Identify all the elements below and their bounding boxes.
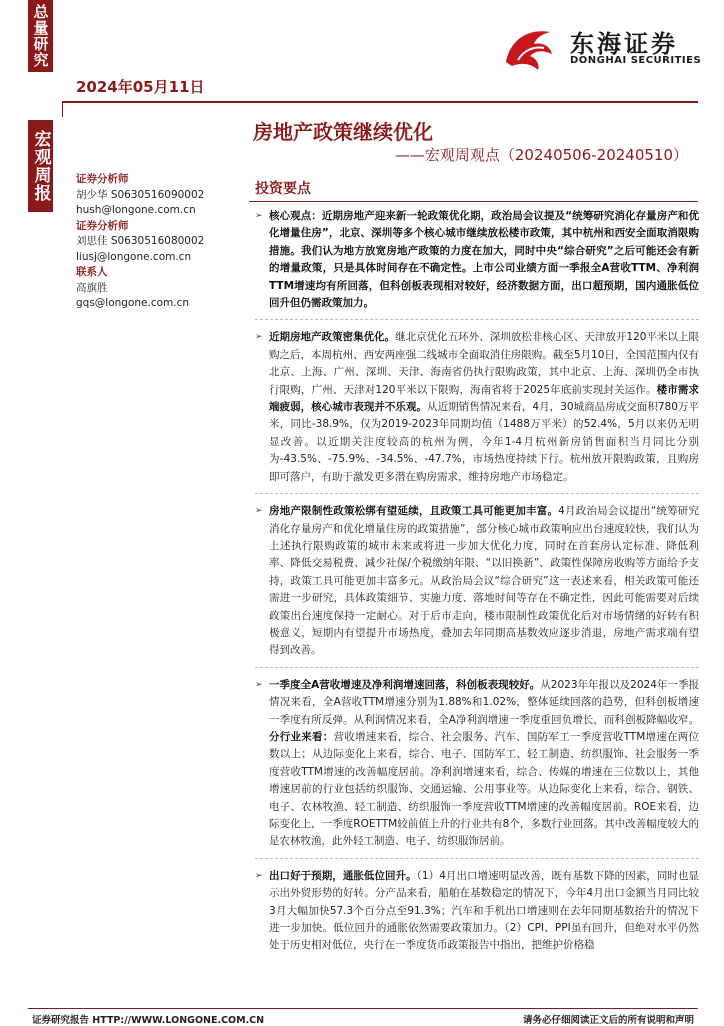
key-points [255, 208, 699, 955]
contact-block [76, 265, 246, 312]
dashed-separator [255, 667, 699, 668]
logo-chinese-name: 东海证券 [570, 30, 678, 58]
contact-label: 联系人 [76, 266, 108, 278]
analyst-name: 胡少华 S0630516090002 [76, 188, 205, 201]
header-rule-tick [62, 103, 63, 117]
header-rule [62, 101, 698, 103]
bullet-body: （1）4月出口增速明显改善，既有基数下降的因素，同时也显示出外贸形势的好转。分产品来看，船舶在基数稳定的情况下，今年4月出口金额当月同比较3月大幅加快57.3个百分点至91.3%；汽车和手机出口增速则在去年同期基数抬升的情况下进一步加快。低位回升的通胀依然需要政策加力。（2）CPI、PPI虽有回升，但绝对水平仍然处于历史相对低位，央行在一季度货币政策报告中指出，把维护价格稳 [269, 869, 699, 952]
bullet-lead: 房地产限制性政策松绑有望延续，且政策工具可能更加丰富。 [269, 505, 559, 518]
report-series-tag: 宏观周报 [28, 120, 53, 212]
dashed-separator [255, 493, 699, 494]
section-title: 投资要点 [255, 181, 311, 197]
analyst-label: 证券分析师 [76, 219, 129, 232]
analyst-block [76, 219, 246, 266]
bullet-arrow-icon: ➢ [255, 506, 263, 517]
bullet-body-2: 营收增速来看，综合、社会服务、汽车、国防军工一季度营收TTM增速在两位数以上；从边际变化上来看，综合、电子、国防军工、轻工制造、纺织服饰、社会服务一季度营收TTM增速的改善幅度居前。净利润增速来看，综合、传媒的增速在三位数以上，其他增速居前的行业包括纺织服饰、交通运输、公用事业等。从边际变化上来看，综合、钢铁、电子、农林牧渔、轻工制造、纺织服饰一季度营收TTM增速的改善幅度居前。ROE来看，边际变化上，一季度ROETTM较前值上升的行业共有8个，多数行业回落。其中改善幅度较大的是农林牧渔，此外轻工制造、电子、纺织服饰居前。 [269, 730, 699, 848]
logo-english-name: DONGHAI SECURITIES [570, 55, 702, 66]
bullet-body: 4月政治局会议提出“统筹研究消化存量房产和优化增量住房的政策措施”，部分核心城市政策响应出台速度较快，我们认为上述执行限购政策的城市未来或将进一步加大优化力度，同时在首套房认定标准、降低利率、降低交易税费、减少社保/个税缴纳年限、“以旧换新”、政策性保障房收购等方面给予支持，政策工具可能更加丰富多元。从政治局会议“综合研究”这一表述来看，相关政策可能还需进一步研究，具体政策细节、实施力度、落地时间等存在不确定性，因此可能需要对后续政策出台速度保持一定耐心。对于后市走向，楼市限制性政策优化后对市场情绪的好转有积极意义，短期内有望提升市场热度，叠加去年同期高基数效应逐步消退，房地产需求端有望得到改善。 [269, 505, 699, 657]
bullet-body-2: 从近期销售情况来看，4月，30城商品房成交面积780万平米，同比-38.9%，仅为2019-2023年同期均值（1488万平米）的52.4%，5月以来仍无明显改善。以近期关注度较高的杭州为例，今年1-4月杭州新房销售面积当月同比分别为-43.5%、-75.9%、-34.5%、-47.7%，市场热度持续下行。杭州放开限购政策，且购房即可落户，有助于激发更多潜在购房需求，维持房地产市场稳定。 [269, 401, 699, 483]
bullet-lead-2: 分行业来看： [269, 730, 334, 743]
report-date: 2024年05月11日 [76, 78, 205, 96]
bullet-lead-2: 楼市需求端疲弱，核心城市表现并不乐观。 [269, 383, 700, 414]
bullet-earnings [255, 677, 699, 851]
footer-rule [28, 1008, 698, 1009]
bullet-property-policy [255, 329, 699, 486]
analyst-label: 证券分析师 [76, 173, 129, 185]
bullet-lead: 核心观点：近期房地产迎来新一轮政策优化期，政治局会议提及“统筹研究消化存量房产和优化增量住房”，北京、深圳等多个核心城市继续放松楼市政策，其中杭州和西安全面取消限购措施。我们认为地方放宽房地产政策的力度在加大，同时中央“综合研究”之后可能还会有新的增量政策，只是具体时间存在不确定性。上市公司业绩方面一季报全A营收TTM、净利润TTM增速均有所回落，但科创板表现相对较好，经济数据方面，出口超预期，国内通胀低位回升但仍需政策加力。 [269, 210, 699, 310]
bullet-lead: 一季度全A营收增速及净利润增速回落，科创板表现较好。 [269, 678, 541, 691]
analyst-email: hush@longone.com.cn [76, 204, 196, 216]
bullet-arrow-icon: ➢ [255, 679, 263, 690]
bullet-core-view [255, 208, 699, 312]
page-subtitle: ——宏观周观点（20240506-20240510） [394, 146, 688, 164]
bullet-arrow-icon: ➢ [255, 211, 263, 221]
analyst-name: 刘思佳 S0630516080002 [76, 235, 205, 247]
footer-website: 证券研究报告 HTTP://WWW.LONGONE.COM.CN [32, 1015, 265, 1026]
analyst-email: liusj@longone.com.cn [76, 250, 192, 263]
bullet-policy-outlook [255, 503, 699, 660]
bullet-lead: 近期房地产政策密集优化。 [269, 331, 396, 344]
bullet-arrow-icon: ➢ [255, 870, 263, 881]
bullet-exports-inflation [255, 868, 699, 955]
section-rule [249, 201, 698, 202]
dashed-separator [255, 858, 699, 859]
bullet-body: 继北京优化五环外、深圳放松非核心区、天津放开120平米以上限购之后，本周杭州、西安两座强二线城市全面取消住房限购。截至5月10日，全国范围内仅有北京、上海、广州、深圳、天津、海南省仍执行限购政策，其中北京、上海、深圳仍全市执行限购，广州、天津对120平米以下限购，海南省将于2025年底前实现封关运作。 [269, 331, 699, 396]
contact-name: 高旗胜 [76, 281, 108, 294]
analyst-panel [76, 172, 246, 312]
page-title: 房地产政策继续优化 [253, 120, 433, 144]
analyst-block [76, 172, 246, 219]
company-logo [498, 20, 708, 75]
contact-email: gqs@longone.com.cn [76, 297, 190, 309]
bullet-lead: 出口好于预期，通胀低位回升。 [269, 869, 417, 882]
dashed-separator [255, 319, 699, 320]
report-type-tag: 总量研究 [28, 0, 53, 72]
dragon-logo-icon [498, 20, 564, 75]
bullet-body: 从2023年年报以及2024年一季报情况来看，全A营收TTM增速分别为1.88%和1.02%，整体延续回落的趋势，但科创板增速一季度有所反弹。从利润情况来看，全A净利润增速一季度重回负增长，而科创板降幅收窄。 [269, 678, 699, 726]
bullet-arrow-icon: ➢ [255, 332, 263, 343]
footer-disclaimer: 请务必仔细阅读正文后的所有说明和声明 [522, 1015, 694, 1026]
